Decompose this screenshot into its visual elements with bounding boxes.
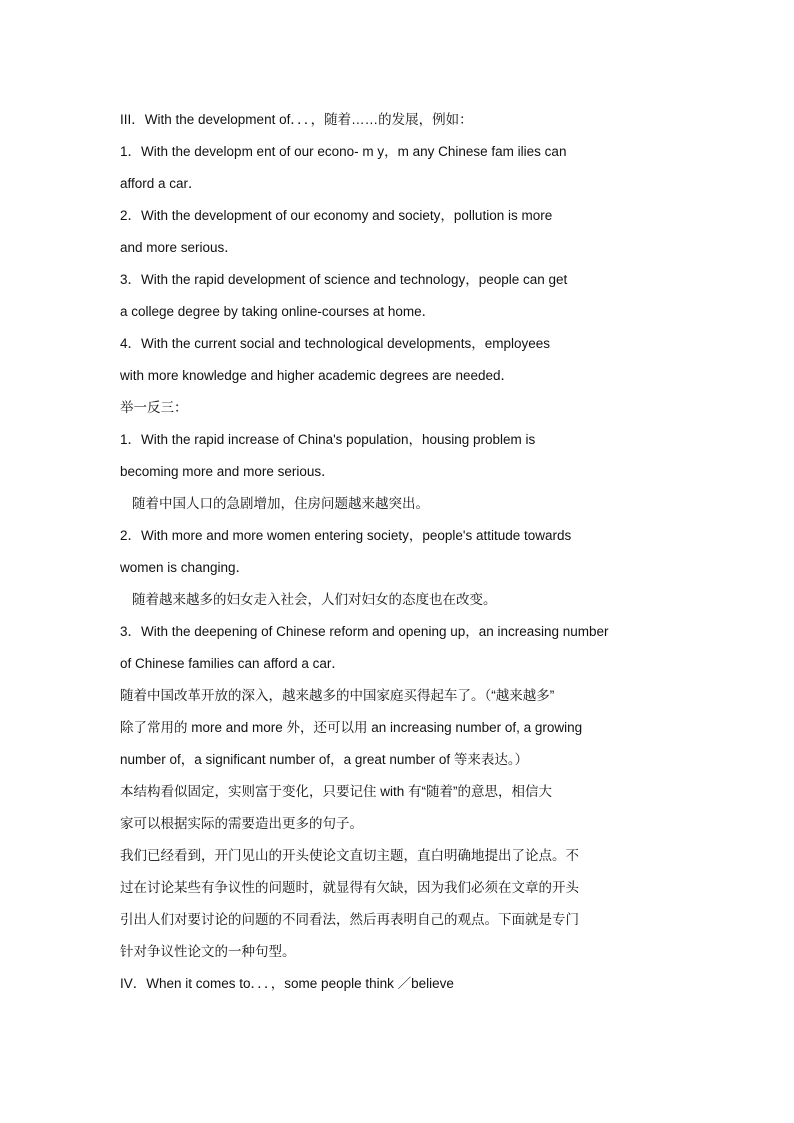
example-line: of Chinese families can afford a car．: [120, 656, 345, 671]
document-body: [120, 104, 700, 1000]
subheading-juyifansan: 举一反三：: [120, 400, 188, 415]
paragraph-line: 针对争议性论文的一种句型。: [120, 944, 296, 959]
section-heading-iv: IV．When it comes to．．．，some people think ／believe: [120, 976, 454, 991]
paragraph-line: 过在讨论某些有争议性的问题时，就显得有欠缺，因为我们必须在文章的开头: [120, 880, 579, 895]
example-line: with more knowledge and higher academic degrees are needed．: [120, 368, 514, 383]
example-line: 1．With the developm ent of our econo- m y，m any Chinese fam ilies can: [120, 144, 567, 159]
paragraph-line: 本结构看似固定，实则富于变化，只要记住 with 有“随着”的意思，相信大: [120, 784, 552, 799]
paragraph-line: number of，a significant number of，a great number of 等来表达。）: [120, 752, 529, 767]
paragraph-line: 家可以根据实际的需要造出更多的句子。: [120, 816, 363, 831]
paragraph-line: 引出人们对要讨论的问题的不同看法，然后再表明自己的观点。下面就是专门: [120, 912, 579, 927]
example-line: women is changing．: [120, 560, 250, 575]
example-line: 2．With the development of our economy and society，pollution is more: [120, 208, 553, 223]
example-line: 1．With the rapid increase of China's population，housing problem is: [120, 432, 536, 447]
example-line: 3．With the rapid development of science and technology，people can get: [120, 272, 568, 287]
example-line: and more serious．: [120, 240, 238, 255]
translation-line: 随着越来越多的妇女走入社会，人们对妇女的态度也在改变。: [132, 592, 497, 607]
paragraph-line: 我们已经看到，开门见山的开头使论文直切主题，直白明确地提出了论点。不: [120, 848, 579, 863]
example-line: afford a car．: [120, 176, 202, 191]
example-line: 4．With the current social and technological developments，employees: [120, 336, 550, 351]
translation-line: 随着中国人口的急剧增加，住房问题越来越突出。: [132, 496, 429, 511]
example-line: 2．With more and more women entering society，people's attitude towards: [120, 528, 572, 543]
section-heading-iii: III．With the development of．．．，随着……的发展，例如：: [120, 112, 473, 127]
paragraph-line: 除了常用的 more and more 外，还可以用 an increasing number of, a growing: [120, 720, 583, 735]
example-line: 3．With the deepening of Chinese reform and opening up，an increasing number: [120, 624, 609, 639]
example-line: a college degree by taking online-courses at home．: [120, 304, 436, 319]
example-line: becoming more and more serious．: [120, 464, 335, 479]
paragraph-line: 随着中国改革开放的深入，越来越多的中国家庭买得起车了。（“越来越多”: [120, 688, 555, 703]
